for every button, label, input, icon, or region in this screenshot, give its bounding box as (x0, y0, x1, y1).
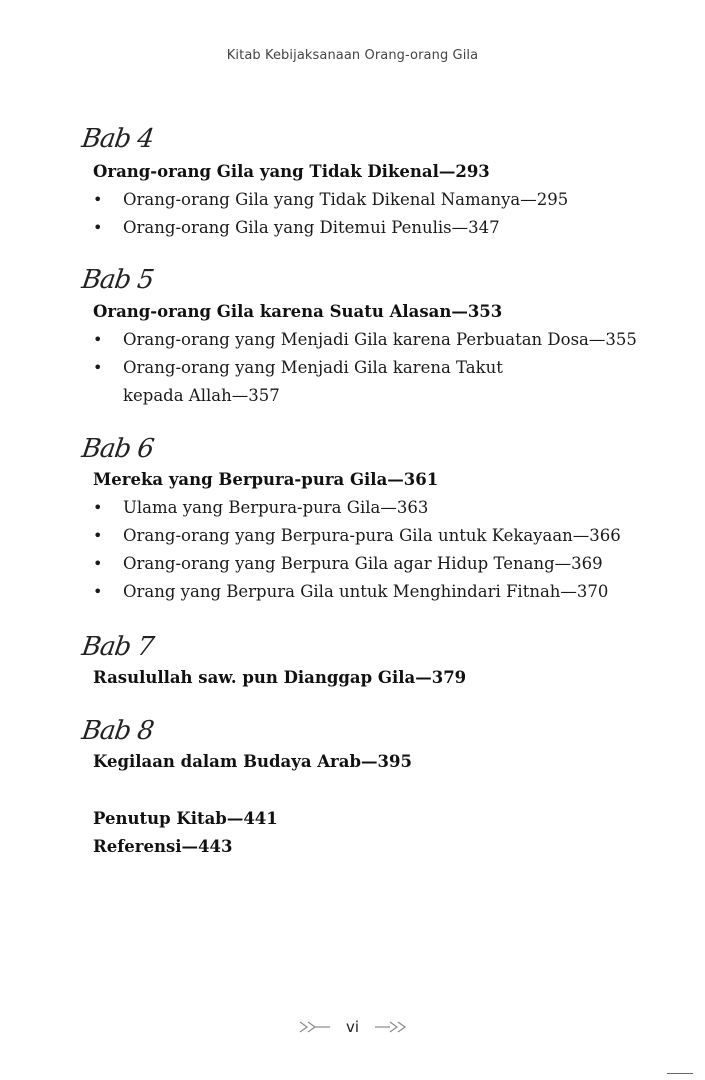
list-item (93, 326, 637, 354)
bullet: • (93, 582, 103, 601)
list-item-text: Orang yang Berpura Gila untuk Menghindari Fitnah—370 (123, 582, 609, 601)
list-item (93, 354, 503, 382)
chapter-title: Orang-orang Gila yang Tidak Dikenal—293 (93, 162, 490, 181)
bullet: • (93, 498, 103, 517)
list-item-text: Orang-orang yang Menjadi Gila karena Takut (123, 358, 503, 377)
chapter-title: Kegilaan dalam Budaya Arab—395 (93, 752, 412, 771)
chapter-label: Bab 8 (79, 716, 156, 746)
corner-rule (667, 1073, 693, 1074)
chapter-label: Bab 7 (79, 632, 156, 662)
bullet: • (93, 554, 103, 573)
bullet: • (93, 330, 103, 349)
running-head: Kitab Kebijaksanaan Orang-orang Gila (226, 48, 479, 63)
chapter-title: Orang-orang Gila karena Suatu Alasan—353 (93, 302, 503, 321)
list-item-text: Orang-orang Gila yang Ditemui Penulis—347 (123, 218, 500, 237)
chapter-label: Bab 5 (79, 265, 156, 295)
list-item (93, 186, 568, 214)
end-matter-references: Referensi—443 (93, 837, 233, 856)
list-item-text: Orang-orang yang Berpura Gila agar Hidup Tenang—369 (123, 554, 603, 573)
bullet: • (93, 526, 103, 545)
list-item-text: Orang-orang Gila yang Tidak Dikenal Namanya—295 (123, 190, 569, 209)
list-item-text: Orang-orang yang Menjadi Gila karena Perbuatan Dosa—355 (123, 330, 637, 349)
chapter-label: Bab 4 (79, 124, 156, 154)
list-item-text: Orang-orang yang Berpura-pura Gila untuk Kekayaan—366 (123, 526, 621, 545)
list-item-text: kepada Allah—357 (123, 386, 280, 405)
bullet: • (93, 358, 103, 377)
bullet: • (93, 190, 103, 209)
bullet: • (93, 218, 103, 237)
list-item (93, 522, 621, 550)
list-item (93, 494, 428, 522)
chapter-title: Mereka yang Berpura-pura Gila—361 (93, 470, 439, 489)
page-number: vi (345, 1017, 360, 1036)
chapter-label: Bab 6 (79, 434, 156, 464)
list-item (93, 214, 500, 242)
chapter-title: Rasulullah saw. pun Dianggap Gila—379 (93, 668, 467, 687)
end-matter-epilogue: Penutup Kitab—441 (93, 809, 278, 828)
list-item (93, 578, 608, 606)
list-item-text: Ulama yang Berpura-pura Gila—363 (123, 498, 429, 517)
page-footer (0, 1016, 705, 1036)
list-item (93, 550, 603, 578)
double-arrow-left-icon (299, 1020, 331, 1034)
double-arrow-right-icon (374, 1020, 406, 1034)
list-item-continuation (123, 382, 280, 410)
